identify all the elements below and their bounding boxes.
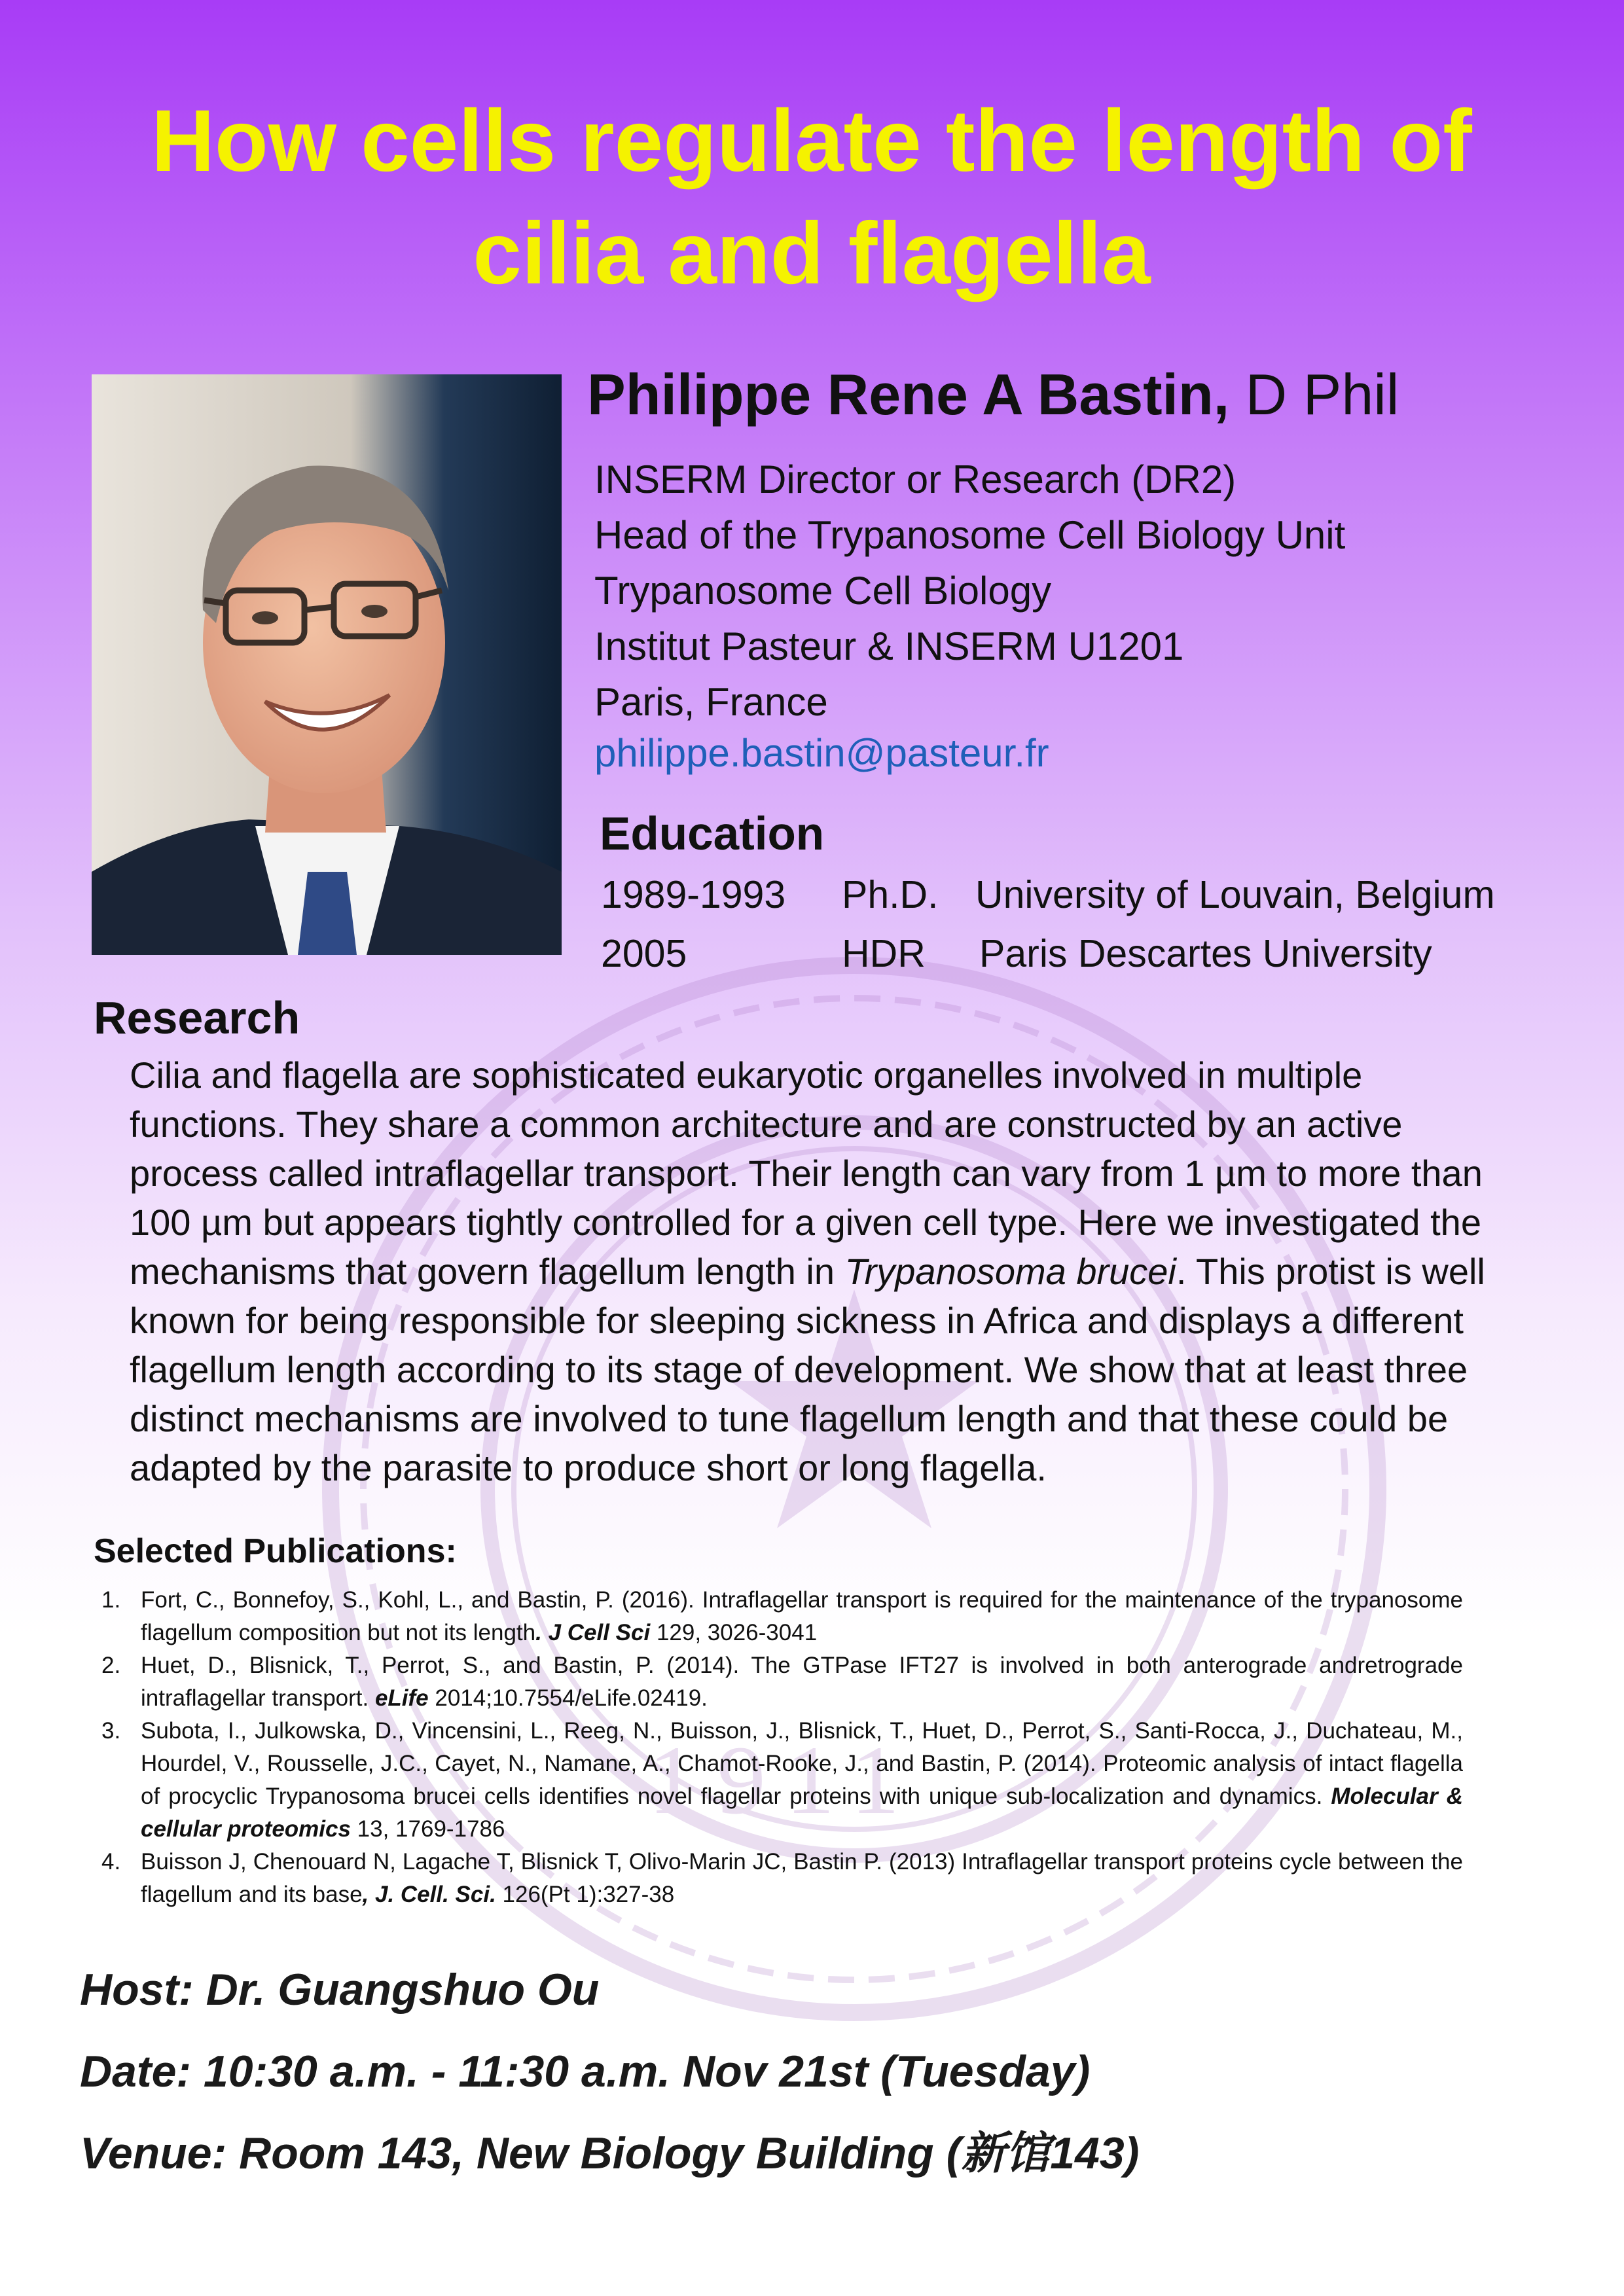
speaker-photo [92,374,562,955]
publication-citation: Fort, C., Bonnefoy, S., Kohl, L., and Bastin, P. (2016). Intraflagellar transport is required for the maintenance of the trypanosome flagellum composition but not its length [141,1587,1463,1645]
education-institution: University of Louvain, Belgium [975,873,1495,916]
education-degree: Ph.D. [842,873,939,916]
education-institution: Paris Descartes University [979,932,1432,975]
research-text: Cilia and flagella are sophisticated eukaryotic organelles involved in multiple functions. They share a common architecture and are constructed by an active process called intraflagellar transport. Their length can vary from 1 µm to more than 100 µm but appears tightly controlled for a given cell type. Here we investigated the mechanisms that govern flagellum length in [130,1054,1483,1292]
host-line: Host: Dr. Guangshuo Ou [80,1965,600,2015]
venue-line: Venue: Room 143, New Biology Building (新馆143) [80,2128,1140,2178]
research-heading: Research [94,992,300,1043]
affiliation-line: Head of the Trypanosome Cell Biology Unit [594,513,1346,557]
publication-volume: 126(Pt 1):327-38 [496,1882,675,1907]
affiliation-line: INSERM Director or Research (DR2) [594,457,1236,501]
research-text: . This protist is well known for being responsible for sleeping sickness in Africa and displays a different flagellum length according to its stage of development. We show that at least three distinct mechanisms are involved to tune flagellum length and that these could be adapted by the parasite to produce short or long flagella. [130,1251,1485,1488]
education-heading: Education [600,808,825,860]
publication-journal: eLife [374,1685,429,1711]
education-years: 2005 [601,932,687,975]
title-line-2: cilia and flagella [473,205,1151,302]
affiliation-line: Trypanosome Cell Biology [594,569,1052,613]
publication-citation: Subota, I., Julkowska, D., Vincensini, L., Reeg, N., Buisson, J., Blisnick, T., Huet, D., Perrot, S., Santi-Rocca, J., Duchateau, M., Hourdel, V., Rousselle, J.C., Cayet, N., Namane, A., Chamot-Rooke, J., and Bastin, P. (2014). Proteomic analysis of intact flagella of procyclic Trypanosoma brucei cells identifies novel flagellar proteins with unique sub-localization and dynamics. [141,1718,1463,1809]
publication-journal: Molecular & cellular proteomics [141,1784,1463,1842]
publication-volume: 13, 1769-1786 [350,1816,505,1842]
publication-item [98,1715,1463,1846]
publications-heading: Selected Publications: [94,1532,457,1570]
seal-year: 1911 [648,1726,920,1835]
speaker-affiliation [594,452,1602,777]
page-title [59,85,1564,310]
publication-journal: . J Cell Sci [535,1620,651,1645]
publications-list [98,1584,1463,1911]
research-species: Trypanosoma brucei [844,1251,1176,1292]
speaker-name-text: Philippe Rene A Bastin, [587,362,1230,427]
speaker-degree: D Phil [1245,362,1399,427]
affiliation-line: Paris, France [594,680,828,724]
education-years: 1989-1993 [601,873,786,916]
date-line: Date: 10:30 a.m. - 11:30 a.m. Nov 21st (Tuesday) [80,2047,1091,2096]
publication-number: 2. [101,1653,121,1678]
education-degree: HDR [842,932,926,975]
publication-item [98,1584,1463,1649]
publication-volume: 129, 3026-3041 [650,1620,818,1645]
publication-journal: , J. Cell. Sci. [362,1882,496,1907]
publication-citation: Huet, D., Blisnick, T., Perrot, S., and Bastin, P. (2014). The GTPase IFT27 is involved in both anterograde andretrograde intraflagellar transport. [141,1653,1463,1711]
publication-number: 4. [101,1849,121,1874]
research-abstract [130,1050,1524,1492]
publication-item [98,1846,1463,1911]
title-line-1: How cells regulate the length of [151,92,1472,190]
publication-citation: Buisson J, Chenouard N, Lagache T, Blisnick T, Olivo-Marin JC, Bastin P. (2013) Intraflagellar transport proteins cycle between the flagellum and its base [141,1849,1463,1907]
publication-number: 1. [101,1587,121,1613]
speaker-email-link[interactable]: philippe.bastin@pasteur.fr [594,731,1049,775]
speaker-name [587,359,1608,431]
publication-volume: 2014;10.7554/eLife.02419. [428,1685,708,1711]
affiliation-line: Institut Pasteur & INSERM U1201 [594,624,1184,668]
publication-number: 3. [101,1718,121,1744]
publication-item [98,1649,1463,1715]
